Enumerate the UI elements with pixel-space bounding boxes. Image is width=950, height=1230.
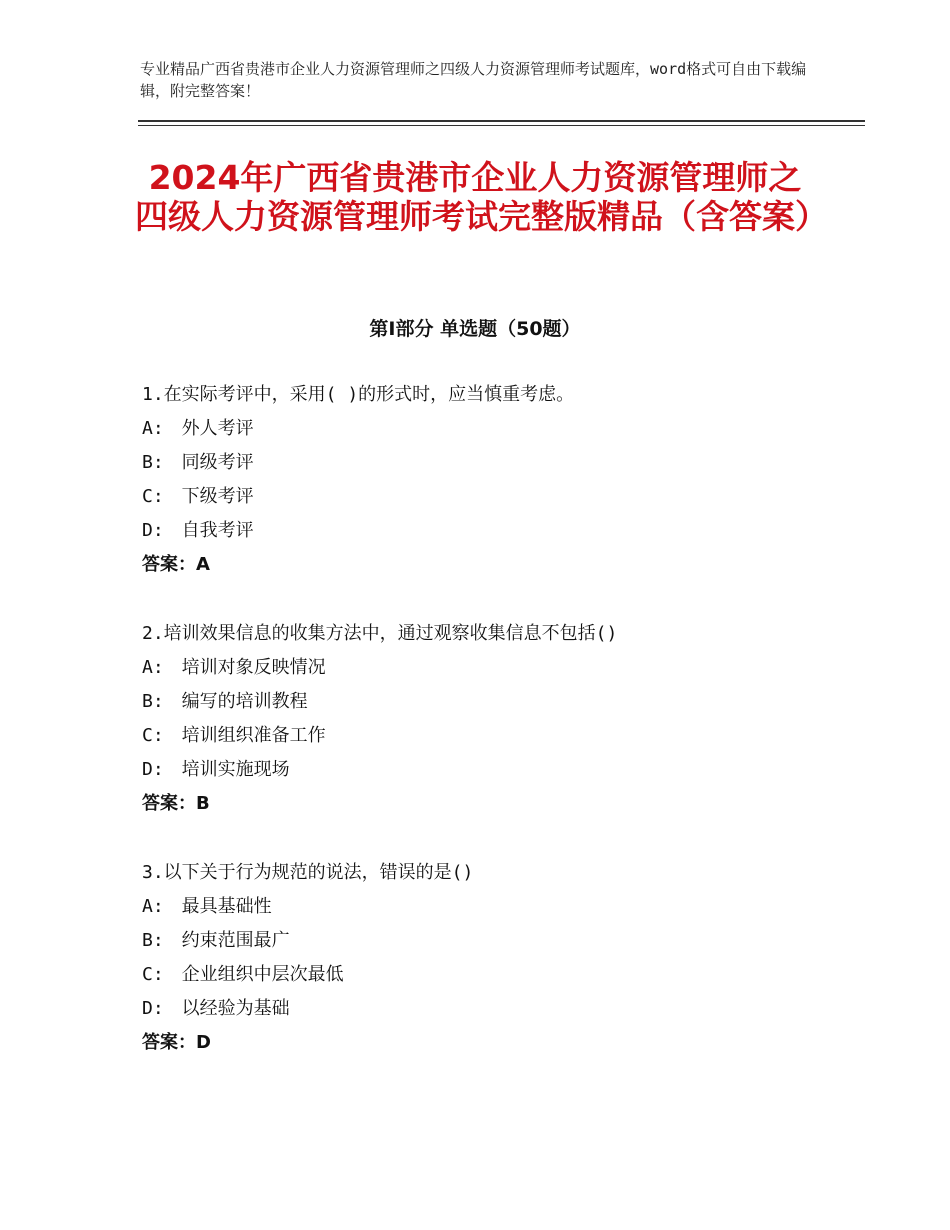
option-c: C: 培训组织准备工作	[142, 725, 326, 746]
document-title: 2024年广西省贵港市企业人力资源管理师之四级人力资源管理师考试完整版精品（含答案）	[135, 158, 828, 236]
option-d: D: 以经验为基础	[142, 998, 290, 1019]
option-c: C: 企业组织中层次最低	[142, 964, 344, 985]
option-d: D: 自我考评	[142, 520, 254, 541]
question-stem: 3.以下关于行为规范的说法，错误的是()	[142, 862, 474, 883]
question-1	[142, 378, 842, 582]
answer: 答案：B	[142, 793, 210, 814]
option-b: B: 编写的培训教程	[142, 691, 308, 712]
question-2	[142, 617, 842, 821]
answer: 答案：A	[142, 554, 210, 575]
question-stem: 2.培训效果信息的收集方法中，通过观察收集信息不包括()	[142, 623, 618, 644]
section-title: 第Ⅰ部分 单选题（50题）	[369, 318, 581, 340]
option-d: D: 培训实施现场	[142, 759, 290, 780]
option-a: A: 外人考评	[142, 418, 254, 439]
option-b: B: 同级考评	[142, 452, 254, 473]
option-a: A: 培训对象反映情况	[142, 657, 326, 678]
question-stem: 1.在实际考评中，采用( )的形式时，应当慎重考虑。	[142, 384, 575, 405]
question-3	[142, 856, 842, 1060]
header-rule-thick	[138, 120, 865, 122]
option-b: B: 约束范围最广	[142, 930, 290, 951]
answer: 答案：D	[142, 1032, 211, 1053]
header-note: 专业精品广西省贵港市企业人力资源管理师之四级人力资源管理师考试题库，word格式可自由下载编辑，附完整答案！	[140, 60, 807, 100]
option-c: C: 下级考评	[142, 486, 254, 507]
header-rule-thin	[138, 125, 865, 126]
option-a: A: 最具基础性	[142, 896, 272, 917]
